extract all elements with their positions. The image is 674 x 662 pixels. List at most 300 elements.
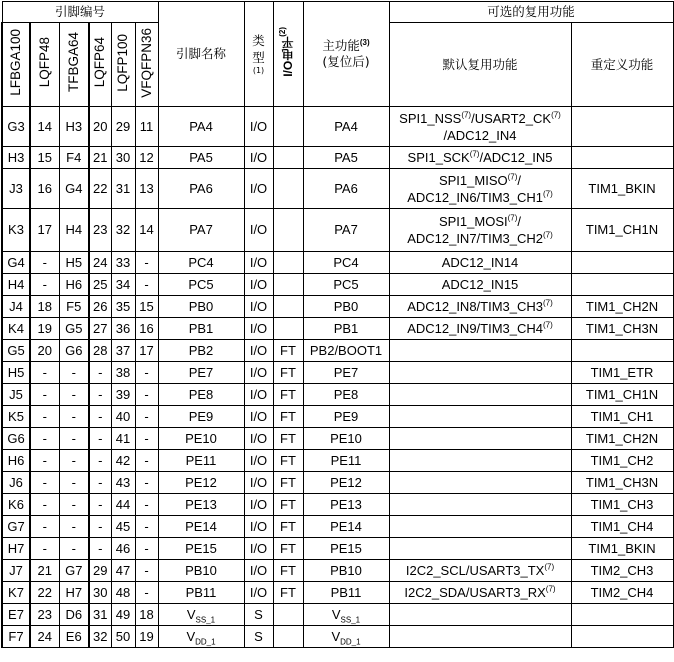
pin-number-cell: 30	[111, 147, 135, 169]
pin-name-cell: PB1	[158, 318, 244, 340]
package-header: LFBGA100	[2, 23, 30, 107]
type-cell: S	[244, 626, 273, 648]
pin-number-cell: 22	[89, 169, 111, 209]
pin-name-cell: PE8	[158, 384, 244, 406]
pin-name-header: 引脚名称	[158, 2, 244, 107]
pin-name-cell: PE12	[158, 472, 244, 494]
pin-number-cell: J5	[2, 384, 30, 406]
pin-number-cell: 31	[111, 169, 135, 209]
default-alt-function-cell: ADC12_IN9/TIM3_CH4$^{(7)}$	[389, 318, 571, 340]
pin-number-cell: 41	[111, 428, 135, 450]
pin-number-cell: 38	[111, 362, 135, 384]
pin-number-cell: -	[135, 384, 158, 406]
pin-number-cell: 15	[30, 147, 59, 169]
main-function-cell: PE9	[303, 406, 389, 428]
pin-number-cell: 21	[30, 560, 59, 582]
pin-number-cell: G6	[59, 340, 89, 362]
pin-number-cell: 16	[30, 169, 59, 209]
main-function-cell: PE13	[303, 494, 389, 516]
main-function-cell: PE15	[303, 538, 389, 560]
default-alt-header: 默认复用功能	[389, 23, 571, 107]
pin-number-cell: -	[89, 428, 111, 450]
remap-function-cell	[571, 626, 673, 648]
pin-number-cell: -	[89, 516, 111, 538]
default-alt-function-cell: I2C2_SDA/USART3_RX$^{(7)}$	[389, 582, 571, 604]
io-level-cell	[273, 107, 303, 147]
remap-function-cell: TIM1_CH1	[571, 406, 673, 428]
pin-number-cell: 23	[30, 604, 59, 626]
pin-number-cell: H4	[2, 274, 30, 296]
table-row	[2, 340, 673, 362]
pin-number-cell: 50	[111, 626, 135, 648]
remap-function-cell: TIM1_CH3N	[571, 318, 673, 340]
pin-number-cell: K4	[2, 318, 30, 340]
pin-number-cell: 11	[135, 107, 158, 147]
package-header: TFBGA64	[59, 23, 89, 107]
default-alt-function-cell: SPI1_SCK$^{(7)}$/ADC12_IN5	[389, 147, 571, 169]
main-function-cell: PE12	[303, 472, 389, 494]
pin-number-cell: G4	[2, 252, 30, 274]
io-level-cell: FT	[273, 406, 303, 428]
type-cell: I/O	[244, 582, 273, 604]
table-row	[2, 209, 673, 252]
pin-number-cell: J3	[2, 169, 30, 209]
pin-number-cell: 35	[111, 296, 135, 318]
pin-number-cell: G7	[2, 516, 30, 538]
pin-number-cell: J6	[2, 472, 30, 494]
pin-number-cell: -	[30, 494, 59, 516]
pin-number-cell: 16	[135, 318, 158, 340]
table-row	[2, 384, 673, 406]
pin-number-cell: -	[30, 384, 59, 406]
pin-number-cell: F4	[59, 147, 89, 169]
pin-number-cell: -	[30, 516, 59, 538]
type-cell: I/O	[244, 147, 273, 169]
pin-number-cell: -	[135, 362, 158, 384]
default-alt-function-cell: I2C2_SCL/USART3_TX$^{(7)}$	[389, 560, 571, 582]
io-level-cell	[273, 626, 303, 648]
table-row	[2, 406, 673, 428]
main-function-cell: $V_{SS\_1}$	[303, 604, 389, 626]
type-cell: I/O	[244, 560, 273, 582]
table-row	[2, 494, 673, 516]
default-alt-function-cell	[389, 428, 571, 450]
pin-name-cell: PA5	[158, 147, 244, 169]
default-alt-function-cell	[389, 340, 571, 362]
default-alt-function-cell: ADC12_IN15	[389, 274, 571, 296]
remap-function-cell: TIM1_CH2N	[571, 296, 673, 318]
pin-number-cell: 45	[111, 516, 135, 538]
io-level-cell: FT	[273, 582, 303, 604]
type-cell: I/O	[244, 296, 273, 318]
io-level-cell: FT	[273, 362, 303, 384]
io-level-cell	[273, 169, 303, 209]
table-row	[2, 604, 673, 626]
io-level-cell	[273, 252, 303, 274]
main-function-cell: PE10	[303, 428, 389, 450]
type-cell: S	[244, 604, 273, 626]
pin-number-cell: G3	[2, 107, 30, 147]
io-level-header: I/O电平$^{(2)}$	[273, 2, 303, 107]
package-header: VFQFPN36	[135, 23, 158, 107]
type-cell: I/O	[244, 406, 273, 428]
pin-number-cell: 18	[30, 296, 59, 318]
pin-number-cell: 15	[135, 296, 158, 318]
table-row	[2, 582, 673, 604]
default-alt-function-cell: SPI1_MISO$^{(7)}$/ ADC12_IN6/TIM3_CH1$^{(7)}$	[389, 169, 571, 209]
pin-number-cell: 14	[135, 209, 158, 252]
pin-name-cell: PB2	[158, 340, 244, 362]
pin-name-cell: PB10	[158, 560, 244, 582]
default-alt-function-cell	[389, 450, 571, 472]
remap-function-cell: TIM1_ETR	[571, 362, 673, 384]
package-header: LQFP100	[111, 23, 135, 107]
pin-number-cell: 24	[30, 626, 59, 648]
pin-number-cell: -	[135, 538, 158, 560]
remap-function-cell: TIM2_CH3	[571, 560, 673, 582]
pin-number-cell: 13	[135, 169, 158, 209]
pin-number-cell: 20	[30, 340, 59, 362]
pin-number-cell: K7	[2, 582, 30, 604]
main-function-cell: PB0	[303, 296, 389, 318]
type-cell: I/O	[244, 252, 273, 274]
table-row	[2, 362, 673, 384]
pin-number-cell: -	[89, 494, 111, 516]
pin-number-cell: G4	[59, 169, 89, 209]
main-function-cell: PA6	[303, 169, 389, 209]
pin-number-cell: K3	[2, 209, 30, 252]
pin-number-cell: H7	[59, 582, 89, 604]
remap-function-cell	[571, 340, 673, 362]
main-function-cell: PA7	[303, 209, 389, 252]
pin-number-cell: -	[30, 274, 59, 296]
pin-number-cell: -	[89, 406, 111, 428]
pin-number-cell: -	[59, 494, 89, 516]
pin-number-cell: -	[135, 494, 158, 516]
pin-number-cell: -	[30, 406, 59, 428]
pin-name-cell: PA6	[158, 169, 244, 209]
table-row	[2, 318, 673, 340]
pin-number-cell: 17	[135, 340, 158, 362]
main-function-cell: PB1	[303, 318, 389, 340]
pin-number-cell: 30	[89, 582, 111, 604]
pin-name-cell: PC5	[158, 274, 244, 296]
type-cell: I/O	[244, 107, 273, 147]
io-level-cell: FT	[273, 428, 303, 450]
pin-name-cell: PE9	[158, 406, 244, 428]
io-level-cell	[273, 274, 303, 296]
table-row	[2, 538, 673, 560]
default-alt-function-cell	[389, 362, 571, 384]
pin-number-cell: 27	[89, 318, 111, 340]
pin-number-cell: E6	[59, 626, 89, 648]
package-header: LQFP48	[30, 23, 59, 107]
table-row	[2, 296, 673, 318]
pin-number-cell: -	[59, 516, 89, 538]
remap-function-cell: TIM1_BKIN	[571, 538, 673, 560]
pin-number-cell: -	[30, 428, 59, 450]
pin-number-cell: -	[89, 538, 111, 560]
main-function-cell: PC5	[303, 274, 389, 296]
remap-function-cell: TIM1_CH3	[571, 494, 673, 516]
pin-number-cell: 18	[135, 604, 158, 626]
pin-number-cell: 29	[111, 107, 135, 147]
type-cell: I/O	[244, 169, 273, 209]
pin-number-cell: H5	[59, 252, 89, 274]
pin-number-cell: 22	[30, 582, 59, 604]
io-level-cell	[273, 604, 303, 626]
pin-number-cell: -	[135, 450, 158, 472]
remap-function-cell: TIM2_CH4	[571, 582, 673, 604]
table-row	[2, 450, 673, 472]
default-alt-function-cell	[389, 494, 571, 516]
pin-name-cell: PE10	[158, 428, 244, 450]
pin-number-cell: H4	[59, 209, 89, 252]
main-function-cell: PB10	[303, 560, 389, 582]
pin-number-cell: F5	[59, 296, 89, 318]
pin-number-cell: K6	[2, 494, 30, 516]
io-level-cell: FT	[273, 516, 303, 538]
pin-number-cell: 44	[111, 494, 135, 516]
main-function-cell: PE7	[303, 362, 389, 384]
main-function-cell: PB2/BOOT1	[303, 340, 389, 362]
pin-number-cell: G5	[59, 318, 89, 340]
pin-number-cell: -	[30, 538, 59, 560]
type-cell: I/O	[244, 472, 273, 494]
pin-name-cell: PE15	[158, 538, 244, 560]
main-function-cell: PE8	[303, 384, 389, 406]
pin-number-cell: -	[135, 560, 158, 582]
io-level-cell: FT	[273, 560, 303, 582]
remap-function-cell: TIM1_CH2	[571, 450, 673, 472]
pin-number-cell: G6	[2, 428, 30, 450]
type-cell: I/O	[244, 318, 273, 340]
remap-function-cell	[571, 107, 673, 147]
pin-number-cell: -	[135, 582, 158, 604]
default-alt-function-cell	[389, 384, 571, 406]
main-function-cell: PA4	[303, 107, 389, 147]
pin-number-cell: 23	[89, 209, 111, 252]
io-level-cell	[273, 296, 303, 318]
pin-number-cell: J7	[2, 560, 30, 582]
pin-number-cell: 32	[89, 626, 111, 648]
pin-number-cell: 43	[111, 472, 135, 494]
io-level-cell: FT	[273, 384, 303, 406]
type-header: 类型 (1)	[244, 2, 273, 107]
pin-name-cell: PE13	[158, 494, 244, 516]
remap-function-cell: TIM1_BKIN	[571, 169, 673, 209]
pin-number-cell: -	[135, 516, 158, 538]
remap-function-cell: TIM1_CH2N	[571, 428, 673, 450]
pin-number-cell: 46	[111, 538, 135, 560]
pin-number-cell: 47	[111, 560, 135, 582]
default-alt-function-cell	[389, 472, 571, 494]
io-level-cell: FT	[273, 494, 303, 516]
alt-function-group-header: 可选的复用功能	[389, 2, 673, 23]
main-function-cell: PA5	[303, 147, 389, 169]
pin-name-cell: PE11	[158, 450, 244, 472]
pin-number-cell: 31	[89, 604, 111, 626]
pin-number-cell: -	[59, 472, 89, 494]
pin-number-cell: -	[30, 362, 59, 384]
type-cell: I/O	[244, 538, 273, 560]
pin-number-cell: -	[135, 428, 158, 450]
pin-number-cell: -	[59, 406, 89, 428]
table-row	[2, 472, 673, 494]
default-alt-function-cell: SPI1_MOSI$^{(7)}$/ ADC12_IN7/TIM3_CH2$^{(7)}$	[389, 209, 571, 252]
pin-number-cell: H6	[59, 274, 89, 296]
default-alt-function-cell	[389, 538, 571, 560]
default-alt-function-cell: SPI1_NSS$^{(7)}$/USART2_CK$^{(7)}$ /ADC12_IN4	[389, 107, 571, 147]
pin-number-cell: 33	[111, 252, 135, 274]
type-cell: I/O	[244, 274, 273, 296]
pin-number-cell: E7	[2, 604, 30, 626]
pin-number-cell: -	[59, 428, 89, 450]
pin-number-cell: 21	[89, 147, 111, 169]
pin-name-cell: $V_{SS\_1}$	[158, 604, 244, 626]
pin-number-cell: 19	[30, 318, 59, 340]
pin-definition-table	[1, 1, 674, 648]
io-level-cell	[273, 147, 303, 169]
type-cell: I/O	[244, 384, 273, 406]
pin-name-cell: PB0	[158, 296, 244, 318]
default-alt-function-cell: ADC12_IN8/TIM3_CH3$^{(7)}$	[389, 296, 571, 318]
main-function-cell: PE11	[303, 450, 389, 472]
pin-number-cell: -	[30, 472, 59, 494]
pin-number-group-header: 引脚编号	[2, 2, 158, 23]
main-function-cell: PB11	[303, 582, 389, 604]
pin-number-cell: -	[135, 472, 158, 494]
io-level-cell	[273, 318, 303, 340]
pin-number-cell: -	[59, 384, 89, 406]
pin-number-cell: -	[89, 472, 111, 494]
pin-number-cell: H6	[2, 450, 30, 472]
type-cell: I/O	[244, 516, 273, 538]
main-function-cell: PC4	[303, 252, 389, 274]
pin-number-cell: -	[89, 384, 111, 406]
table-row	[2, 626, 673, 648]
pin-number-cell: G7	[59, 560, 89, 582]
default-alt-function-cell	[389, 406, 571, 428]
table-row	[2, 147, 673, 169]
pin-name-cell: PC4	[158, 252, 244, 274]
pin-number-cell: -	[59, 538, 89, 560]
table-row	[2, 560, 673, 582]
pin-number-cell: 34	[111, 274, 135, 296]
type-cell: I/O	[244, 428, 273, 450]
pin-number-cell: 17	[30, 209, 59, 252]
pin-name-cell: $V_{DD\_1}$	[158, 626, 244, 648]
pin-number-cell: 14	[30, 107, 59, 147]
table-row	[2, 274, 673, 296]
pin-number-cell: -	[135, 406, 158, 428]
pin-number-cell: -	[30, 450, 59, 472]
type-cell: I/O	[244, 450, 273, 472]
type-cell: I/O	[244, 209, 273, 252]
remap-function-cell	[571, 274, 673, 296]
pin-number-cell: H5	[2, 362, 30, 384]
pin-number-cell: -	[59, 450, 89, 472]
remap-function-cell	[571, 147, 673, 169]
pin-name-cell: PE7	[158, 362, 244, 384]
io-level-cell: FT	[273, 450, 303, 472]
type-cell: I/O	[244, 362, 273, 384]
pin-number-cell: H3	[2, 147, 30, 169]
pin-number-cell: 37	[111, 340, 135, 362]
io-level-cell: FT	[273, 340, 303, 362]
pin-number-cell: -	[30, 252, 59, 274]
pin-number-cell: 19	[135, 626, 158, 648]
io-level-cell: FT	[273, 538, 303, 560]
pin-number-cell: -	[135, 252, 158, 274]
pin-number-cell: -	[89, 362, 111, 384]
pin-number-cell: 42	[111, 450, 135, 472]
remap-function-cell: TIM1_CH4	[571, 516, 673, 538]
table-row	[2, 252, 673, 274]
pin-number-cell: 39	[111, 384, 135, 406]
main-function-cell: PE14	[303, 516, 389, 538]
type-cell: I/O	[244, 340, 273, 362]
pin-number-cell: 29	[89, 560, 111, 582]
pin-number-cell: -	[89, 450, 111, 472]
pin-number-cell: K5	[2, 406, 30, 428]
pin-number-cell: 20	[89, 107, 111, 147]
package-header: LQFP64	[89, 23, 111, 107]
table-row	[2, 516, 673, 538]
type-cell: I/O	[244, 494, 273, 516]
remap-function-cell: TIM1_CH1N	[571, 209, 673, 252]
pin-number-cell: F7	[2, 626, 30, 648]
pin-name-cell: PA4	[158, 107, 244, 147]
pin-number-cell: G5	[2, 340, 30, 362]
io-level-cell: FT	[273, 472, 303, 494]
pin-number-cell: 28	[89, 340, 111, 362]
table-row	[2, 107, 673, 147]
pin-number-cell: 12	[135, 147, 158, 169]
remap-function-cell: TIM1_CH3N	[571, 472, 673, 494]
pin-name-cell: PE14	[158, 516, 244, 538]
pin-name-cell: PB11	[158, 582, 244, 604]
pin-number-cell: D6	[59, 604, 89, 626]
remap-header: 重定义功能	[571, 23, 673, 107]
remap-function-cell: TIM1_CH1N	[571, 384, 673, 406]
main-function-header: 主功能$^{(3)}$ (复位后)	[303, 2, 389, 107]
pin-number-cell: -	[59, 362, 89, 384]
io-level-cell	[273, 209, 303, 252]
pin-number-cell: 48	[111, 582, 135, 604]
default-alt-function-cell: ADC12_IN14	[389, 252, 571, 274]
pin-number-cell: 24	[89, 252, 111, 274]
table-row	[2, 428, 673, 450]
pin-number-cell: H3	[59, 107, 89, 147]
default-alt-function-cell	[389, 516, 571, 538]
main-function-cell: $V_{DD\_1}$	[303, 626, 389, 648]
pin-number-cell: J4	[2, 296, 30, 318]
table-row	[2, 169, 673, 209]
remap-function-cell	[571, 252, 673, 274]
pin-number-cell: 26	[89, 296, 111, 318]
pin-number-cell: 32	[111, 209, 135, 252]
pin-number-cell: 25	[89, 274, 111, 296]
default-alt-function-cell	[389, 626, 571, 648]
pin-number-cell: H7	[2, 538, 30, 560]
pin-number-cell: 36	[111, 318, 135, 340]
pin-number-cell: -	[135, 274, 158, 296]
pin-number-cell: 40	[111, 406, 135, 428]
default-alt-function-cell	[389, 604, 571, 626]
pin-number-cell: 49	[111, 604, 135, 626]
remap-function-cell	[571, 604, 673, 626]
